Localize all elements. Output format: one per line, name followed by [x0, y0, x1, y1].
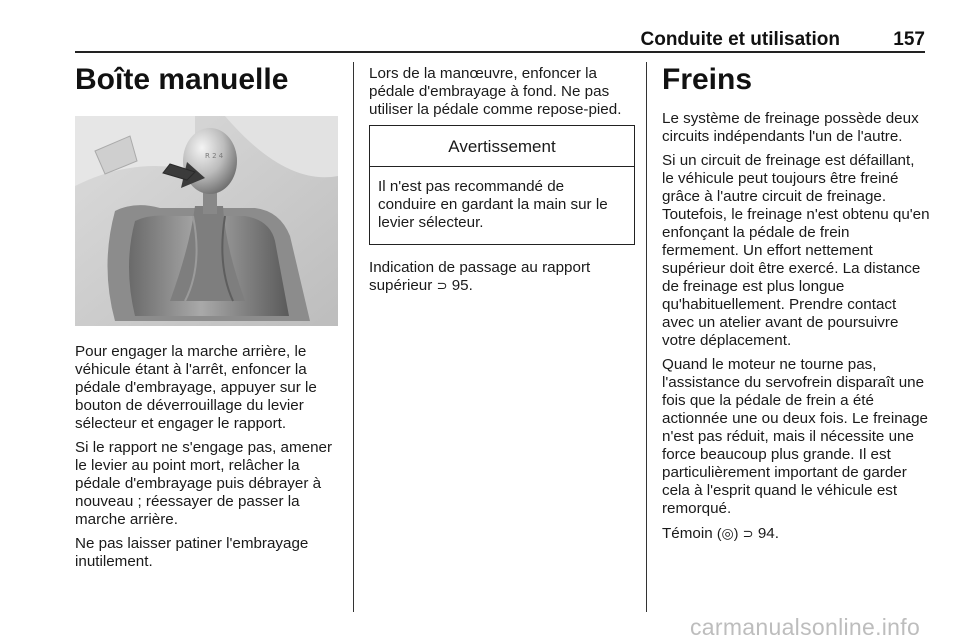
- header-rule: [75, 51, 925, 53]
- gear-lever-image: [75, 116, 338, 326]
- warning-light-paragraph: [662, 524, 930, 543]
- warning-text: Il n'est pas recommandé de conduire en gardant la main sur le levier sélecteur.: [378, 178, 608, 231]
- page-reference-link[interactable]: 95.: [451, 277, 473, 294]
- watermark: carmanualsonline.info: [690, 614, 921, 640]
- paragraph: Si le rapport ne s'engage pas, amener le levier au point mort, relâcher la pédale d'embrayage puis débrayer à nouveau ; réessayer de passer la marche arrière.: [75, 439, 333, 528]
- column-1-text: [75, 343, 345, 577]
- svg-text:R 2 4: R 2 4: [205, 152, 224, 160]
- page-reference-icon: ⊃: [742, 526, 754, 541]
- column-divider-2: [646, 62, 647, 612]
- heading-brakes: Freins: [662, 63, 753, 96]
- column-3-text: [662, 110, 930, 549]
- paragraph: Pour engager la marche arrière, le véhicule étant à l'arrêt, enfoncer la pédale d'embrayage, appuyer sur le bouton de déverrouillage du levier sélecteur et engager le rapport.: [75, 343, 317, 432]
- brake-warning-lamp-icon: (◎): [716, 525, 739, 541]
- shift-indication-paragraph: [369, 259, 635, 295]
- warning-light-label: Témoin: [662, 525, 713, 542]
- paragraph: Ne pas laisser patiner l'embrayage inutilement.: [75, 535, 309, 570]
- page-number: 157: [893, 29, 925, 50]
- gear-lever-illustration: [75, 116, 338, 326]
- paragraph: Quand le moteur ne tourne pas, l'assistance du servofrein disparaît une fois que la pédale de frein a été actionnée une ou deux fois. Le freinage n'est pas réduit, mais il nécessite une force beaucoup plus grande. Il est particulièrement important de garder cela à l'esprit quand le véhicule est remorqué.: [662, 356, 928, 517]
- paragraph: Lors de la manœuvre, enfoncer la pédale d'embrayage à fond. Ne pas utiliser la pédale comme repose-pied.: [369, 65, 622, 118]
- warning-box: [369, 125, 635, 245]
- page-reference-link[interactable]: 94.: [757, 525, 779, 542]
- shift-indication-text: Indication de passage au rapport supérieur: [369, 259, 591, 294]
- paragraph: Le système de freinage possède deux circuits indépendants l'un de l'autre.: [662, 110, 919, 145]
- heading-manual-gearbox: Boîte manuelle: [75, 63, 289, 96]
- running-header-title: Conduite et utilisation: [640, 29, 840, 50]
- column-2-text: [369, 65, 635, 301]
- warning-title: Avertissement: [370, 126, 634, 167]
- column-divider-1: [353, 62, 354, 612]
- page-reference-icon: ⊃: [436, 278, 448, 293]
- paragraph: Si un circuit de freinage est défaillant, le véhicule peut toujours être freiné grâce à l'autre circuit de freinage. Toutefois, le freinage n'est obtenu qu'en enfonçant la pédale de frein fermement. Un effort nettement supérieur doit être exercé. La distance de freinage est plus longue qu'habituellement. Prendre contact avec un atelier avant de poursuivre votre déplacement.: [662, 152, 930, 349]
